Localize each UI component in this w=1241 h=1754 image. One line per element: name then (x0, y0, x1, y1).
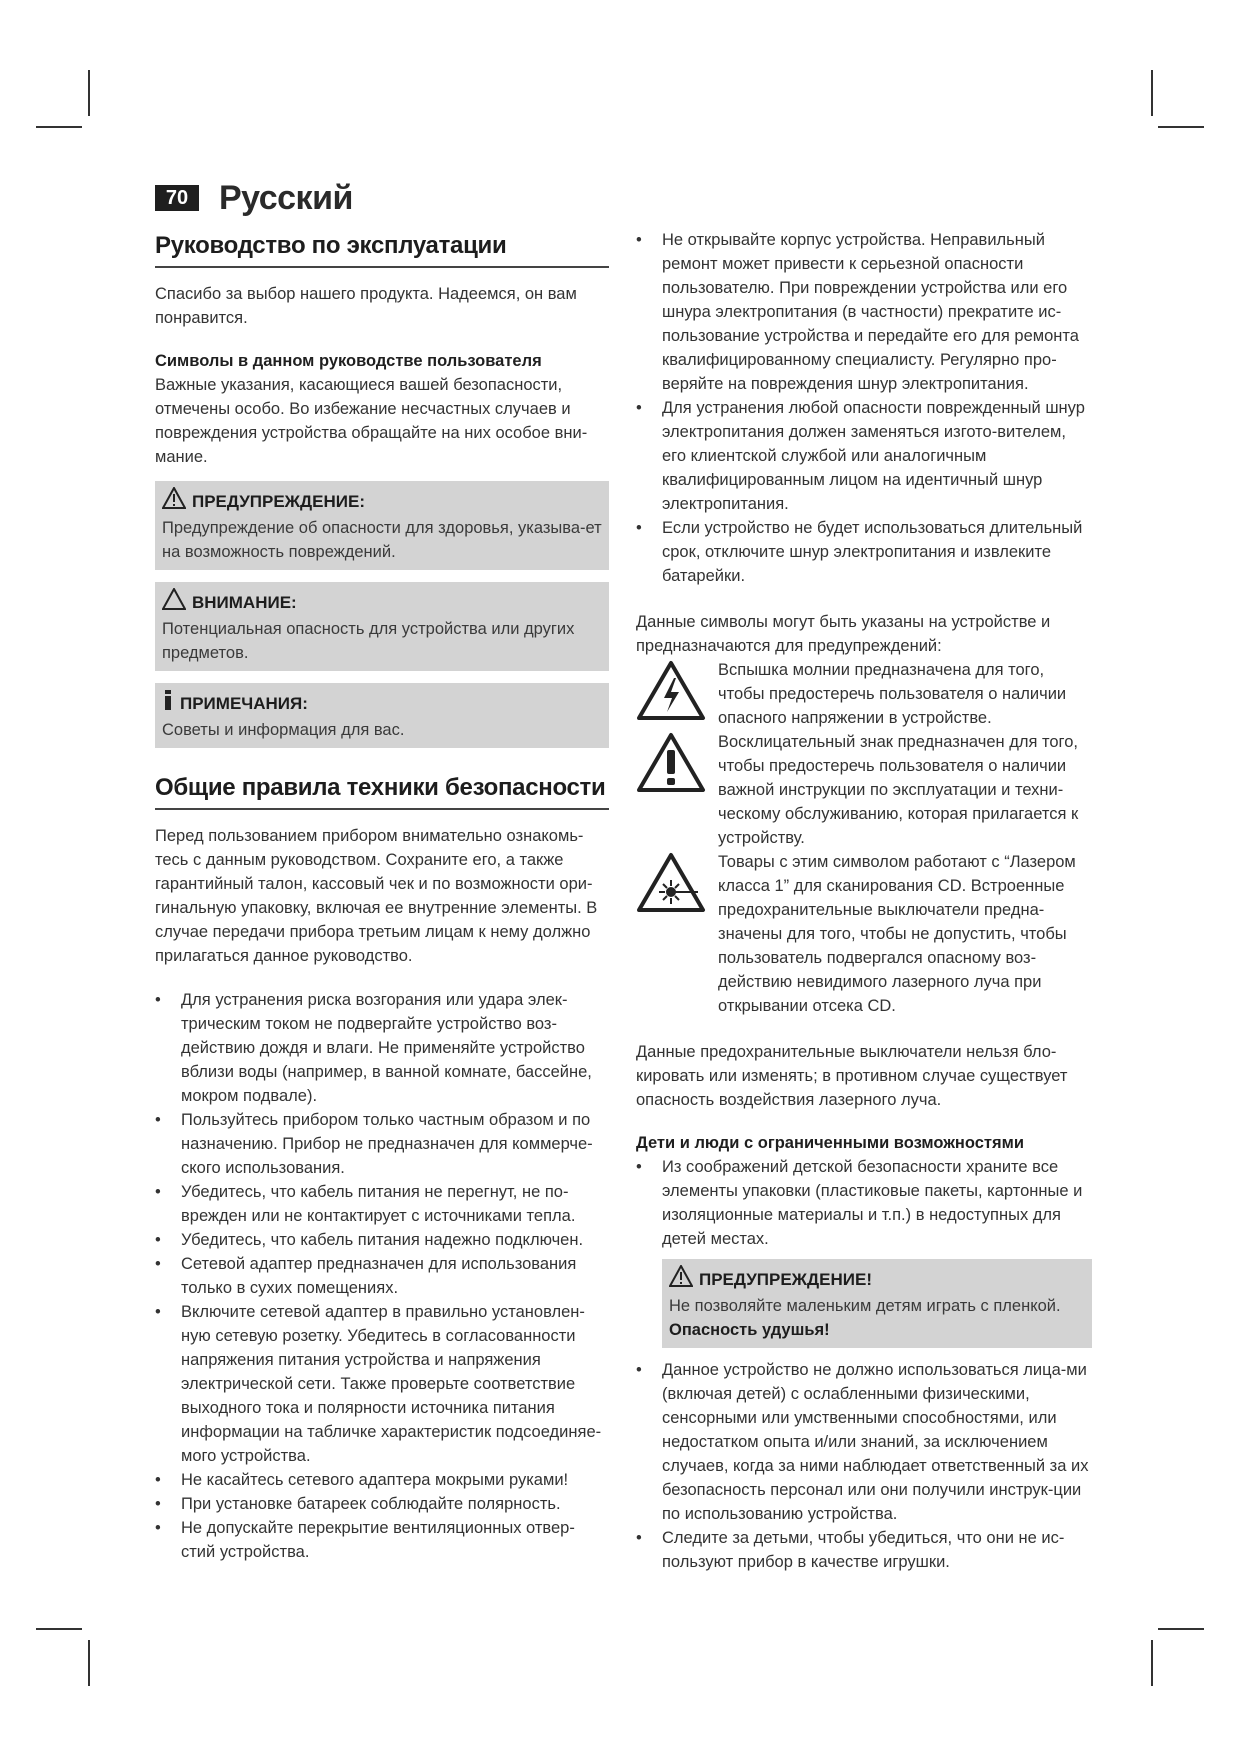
list-item: • Следите за детьми, чтобы убедиться, что они не ис-пользуют прибор в качестве игрушки. (636, 1526, 1092, 1574)
info-icon (162, 689, 180, 718)
caution-notice (155, 582, 609, 671)
list-item: • Не касайтесь сетевого адаптера мокрыми руками! (155, 1468, 609, 1492)
exclamation-symbol-text: Восклицательный знак предназначен для того, чтобы предостеречь пользователя о наличии важной инструкции по эксплуатации и техни-ческому обслуживанию, которая прилагается к устройству. (718, 733, 1079, 847)
warning-notice-title: ПРЕДУПРЕЖДЕНИЕ: (192, 491, 365, 511)
list-item: • Не допускайте перекрытие вентиляционных отвер-стий устройства. (155, 1516, 609, 1564)
crop-mark (1158, 1628, 1204, 1630)
symbols-heading: Символы в данном руководстве пользователя (155, 352, 542, 370)
caution-triangle-icon (162, 588, 192, 617)
warning-notice-text: Предупреждение об опасности для здоровья, указыва-ет на возможность повреждений. (162, 519, 602, 561)
children-warning-text: Не позволяйте маленьким детям играть с пленкой. (669, 1297, 1061, 1315)
list-item: • Пользуйтесь прибором только частным образом и по назначению. Прибор не предназначен для коммерче-ского использования. (155, 1108, 609, 1180)
crop-mark (36, 1628, 82, 1630)
list-item: • Для устранения риска возгорания или удара элек-трическим током не подвергайте устройство воз-действию дождя и влаги. Не применяйте устройство вблизи воды (например, в ванной комнате, бассейне, мокром подвале). (155, 988, 609, 1108)
page-number: 70 (155, 185, 199, 211)
device-symbols-intro: Данные символы могут быть указаны на устройстве и предназначаются для предупреждений: (636, 613, 1051, 655)
crop-mark (1158, 126, 1204, 128)
warning-notice (155, 481, 609, 570)
warning-triangle-icon (162, 487, 192, 516)
list-item: • Убедитесь, что кабель питания надежно подключен. (155, 1228, 609, 1252)
notes-notice (155, 683, 609, 748)
list-item: • Включите сетевой адаптер в правильно установлен-ную сетевую розетку. Убедитесь в согласованности напряжения питания устройства и напряжения электрической сети. Также проверьте соответствие выходного тока и полярности источника питания информации на табличке характеристик подсоединяе-мого устройства. (155, 1300, 609, 1468)
list-item: • Данное устройство не должно использоваться лица-ми (включая детей) с ослабленными физическими, сенсорными или умственными способностями, или недостатком опыта и/или знаний, за исключением случаев, когда за ними наблюдает ответственный за их безопасность персонал или они получили инструк-ции по использованию устройства. (636, 1358, 1092, 1526)
list-item: • Для устранения любой опасности поврежденный шнур электропитания должен заменяться изгото-вителем, его клиентской службой или аналогичным квалифицированным лицом на идентичный шнур электропитания. (636, 396, 1092, 516)
crop-mark (1151, 1640, 1153, 1686)
list-item: • При установке батареек соблюдайте полярность. (155, 1492, 609, 1516)
children-warning-title: ПРЕДУПРЕЖДЕНИЕ! (699, 1269, 872, 1289)
crop-mark (88, 1640, 90, 1686)
safety-list-left (155, 988, 609, 1564)
lightning-warning-icon (636, 658, 718, 727)
list-item: • Не открывайте корпус устройства. Неправильный ремонт может привести к серьезной опасности пользователю. При повреждении устройства или его шнура электропитания (в частности) прекратите ис-пользование устройства и передайте его для ремонта квалифицированному специалисту. Регулярно про-веряйте на повреждения шнур электропитания. (636, 228, 1092, 396)
children-list-1 (636, 1155, 1092, 1251)
lightning-symbol-text: Вспышка молнии предназначена для того, чтобы предостеречь пользователя о наличии опасного напряжении в устройстве. (718, 661, 1067, 727)
children-warning-box (662, 1259, 1092, 1348)
list-item: • Если устройство не будет использоваться длительный срок, отключите шнур электропитания и извлеките батарейки. (636, 516, 1092, 588)
exclamation-warning-icon (636, 730, 718, 799)
children-list-2 (636, 1358, 1092, 1574)
safety-list-right (636, 228, 1092, 588)
laser-symbol-text: Товары с этим символом работают с “Лазером класса 1” для сканирования CD. Встроенные предохранительные выключатели предна-значены для того, чтобы не допустить, чтобы пользователь подвергался опасному воз-действию невидимого лазерного луча при открывании отсека CD. (718, 853, 1076, 1015)
exclamation-symbol-row (636, 730, 1092, 850)
safety-intro: Перед пользованием прибором внимательно ознакомь-тесь с данным руководством. Сохраните его, а также гарантийный талон, кассовый чек и по возможности ори-гинальную упаковку, включая ее внутренние элементы. В случае передачи прибора третьим лицам к нему должно прилагаться данное руководство. (155, 827, 598, 965)
children-warning-strong: Опасность удушья! (669, 1321, 830, 1339)
symbols-text: Важные указания, касающиеся вашей безопасности, отмечены особо. Во избежание несчастных случаев и повреждения устройства обращайте на них особое вни-мание. (155, 376, 588, 466)
crop-mark (1151, 70, 1153, 116)
list-item: • Убедитесь, что кабель питания не перегнут, не по-врежден или не контактирует с источниками тепла. (155, 1180, 609, 1228)
children-heading: Дети и люди с ограниченными возможностями (636, 1134, 1024, 1152)
crop-mark (88, 70, 90, 116)
laser-note: Данные предохранительные выключатели нельзя бло-кировать или изменять; в противном случае существует опасность воздействия лазерного луча. (636, 1043, 1068, 1109)
notes-notice-text: Советы и информация для вас. (162, 721, 405, 739)
page-header (155, 178, 609, 218)
safety-title: Общие правила техники безопасности (155, 774, 609, 810)
caution-notice-text: Потенциальная опасность для устройства или других предметов. (162, 620, 575, 662)
lightning-symbol-row (636, 658, 1092, 730)
language-title: Русский (219, 178, 353, 217)
laser-symbol-row (636, 850, 1092, 1018)
manual-title: Руководство по эксплуатации (155, 232, 609, 268)
left-column (155, 178, 609, 1564)
warning-triangle-icon (669, 1265, 699, 1294)
list-item: • Сетевой адаптер предназначен для использования только в сухих помещениях. (155, 1252, 609, 1300)
list-item: • Из соображений детской безопасности храните все элементы упаковки (пластиковые пакеты, картонные и изоляционные материалы и т.п.) в недоступных для детей местах. (636, 1155, 1092, 1251)
laser-warning-icon (636, 850, 718, 919)
crop-mark (36, 126, 82, 128)
caution-notice-title: ВНИМАНИЕ: (192, 592, 297, 612)
thanks-text: Спасибо за выбор нашего продукта. Надеемся, он вам понравится. (155, 285, 577, 327)
notes-notice-title: ПРИМЕЧАНИЯ: (180, 693, 308, 713)
right-column (636, 228, 1092, 1574)
